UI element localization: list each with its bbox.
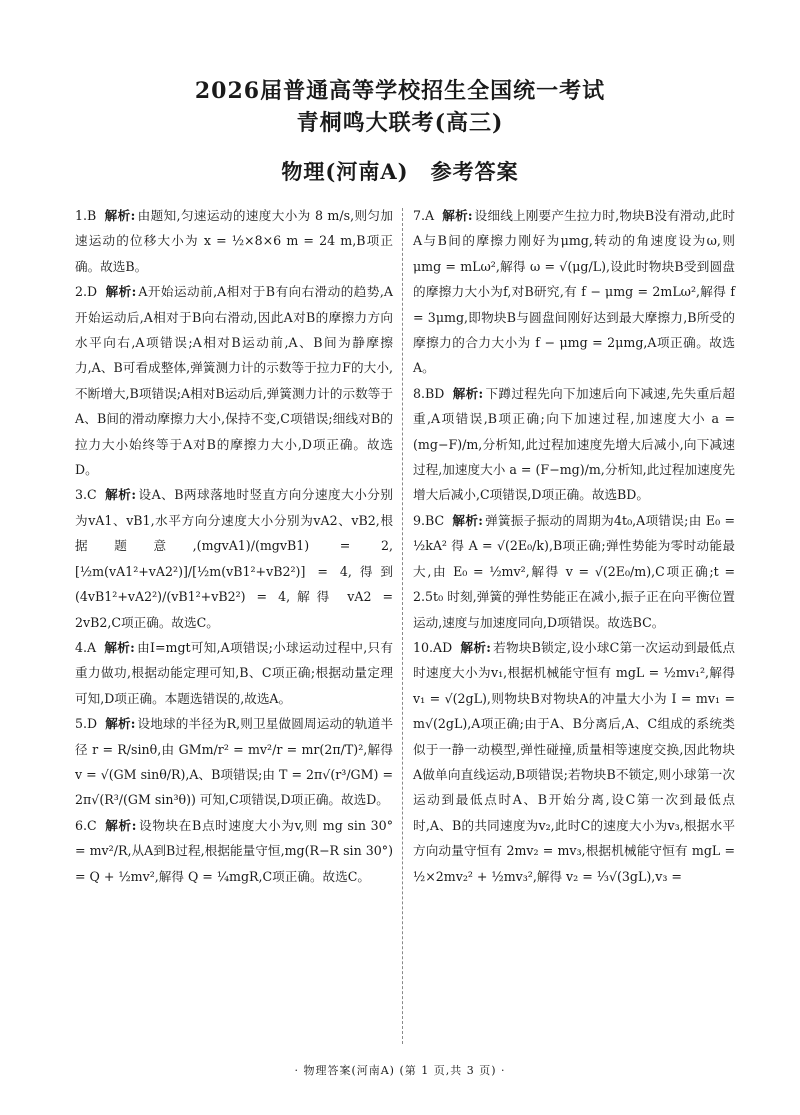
answer-item [413, 381, 735, 508]
answer-number: 1.B [75, 208, 97, 223]
answer-number: 4.A [75, 639, 97, 655]
answer-number: 6.C [75, 817, 97, 833]
answer-text: A开始运动前,A相对于B有向右滑动的趋势,A开始运动后,A相对于B向右滑动,因此A对B的摩擦力方向水平向右,A项错误;A相对B运动前,A、B间为静摩擦力,A、B可看成整体,弹簧测力计的示数等于拉力F的大小,不断增大,B项错误;A相对B运动后,弹簧测力计的示数等于A、B间的滑动摩擦力大小,保持不变,C项错误;细线对B的拉力大小始终等于A对B的摩擦力大小,D项正确。故选D。 [75, 284, 393, 478]
answer-text: 设物块在B点时速度大小为v,则 mg sin 30° = mv²/R,从A到B过程,根据能量守恒,mg(R−R sin 30°) = Q + ½mv²,解得 Q = ¼mgR,C项正确。故选C。 [75, 817, 393, 884]
right-column [413, 203, 735, 889]
answer-number: 9.BC [413, 512, 445, 528]
subject-name: 物理(河南A) [281, 159, 409, 184]
answer-number: 8.BD [413, 385, 445, 401]
analysis-label: 解析: [104, 639, 135, 655]
answer-item [75, 482, 393, 634]
exam-subtitle: 青桐鸣大联考(高三) [296, 110, 504, 136]
answer-item [413, 635, 735, 889]
answer-text: 若物块B锁定,设小球C第一次运动到最低点时速度大小为v₁,根据机械能守恒有 mgL = ½mv₁²,解得 v₁ = √(2gL),则物块B对物块A的冲量大小为 I = mv₁ = m√(2gL),A项正确;由于A、B分离后,A、C组成的系统类似于一静一动模型,弹性碰撞,质量相等速度交换,因此物块A做单向直线运动,B项错误;若物块B不锁定,则小球第一次运动到最低点时A、B开始分离,设C第一次到最低点时,A、B的共同速度为v₂,此时C的速度大小为v₃,根据水平方向动量守恒有 2mv₂ = mv₃,根据机械能守恒有 mgL = ½×2mv₂² + ½mv₃²,解得 v₂ = ⅓√(3gL),v₃ = [413, 639, 735, 884]
answer-number: 3.C [75, 487, 97, 503]
subject-heading [0, 158, 800, 186]
answer-text: 由题知,匀速运动的速度大小为 8 m/s,则匀加速运动的位移大小为 x = ½×8×6 m = 24 m,B项正确。故选B。 [75, 208, 393, 274]
answer-text: 设地球的半径为R,则卫星做圆周运动的轨道半径 r = R/sinθ,由 GMm/r² = mv²/r = mr(2π/T)²,解得 v = √(GM sinθ/R),A、B项错误;由 T = 2π√(r³/GM) = 2π√(R³/(GM sin³θ)) 可知,C项错误,D项正确。故选D。 [75, 716, 393, 808]
analysis-label: 解析: [460, 639, 491, 655]
answer-text: 设细线上刚要产生拉力时,物块B没有滑动,此时A与B间的摩擦力刚好为μmg,转动的角速度设为ω,则 μmg = mLω²,解得 ω = √(μg/L),设此时物块B受到圆盘的摩擦力大小为f,对B研究,有 f − μmg = 2mLω²,解得 f = 3μmg,即物块B与圆盘间刚好达到最大摩擦力,B所受的摩擦力的合力大小为 f − μmg = 2μmg,A项正确。故选A。 [413, 208, 735, 376]
analysis-label: 解析: [105, 284, 137, 300]
answer-item [75, 711, 393, 813]
answer-number: 10.AD [413, 639, 453, 655]
analysis-label: 解析: [105, 716, 136, 732]
exam-title: 2026届普通高等学校招生全国统一考试 [194, 78, 606, 104]
answer-item [75, 279, 393, 482]
analysis-label: 解析: [104, 817, 137, 833]
answer-item [75, 813, 393, 889]
analysis-label: 解析: [104, 208, 136, 223]
answer-text: 下蹲过程先向下加速后向下减速,先失重后超重,A项错误,B项正确;向下加速过程,加速度大小 a = (mg−F)/m,分析知,此过程加速度先增大后减小,向下减速过程,加速度大小 a = (F−mg)/m,分析知,此过程加速度先增大后减小,C项错误,D项正确。故选BD。 [413, 385, 735, 503]
title-block [0, 76, 800, 186]
left-column [75, 203, 393, 889]
answer-item [75, 203, 393, 279]
analysis-label: 解析: [104, 487, 136, 503]
analysis-label: 解析: [452, 512, 483, 528]
answer-number: 7.A [413, 208, 435, 223]
answer-number: 2.D [75, 284, 98, 300]
answer-item [75, 635, 393, 711]
answer-text: 弹簧振子振动的周期为4t₀,A项错误;由 E₀ = ½kA² 得 A = √(2E₀/k),B项正确;弹性势能为零时动能最大,由 E₀ = ½mv²,解得 v = √(2E₀/m),C项正确;t = 2.5t₀ 时刻,弹簧的弹性势能正在减小,振子正在向平衡位置运动,速度与加速度同向,D项错误。故选BC。 [413, 512, 735, 630]
page-footer: · 物理答案(河南A) (第 1 页,共 3 页) · [294, 1064, 506, 1077]
doc-type: 参考答案 [430, 159, 519, 184]
analysis-label: 解析: [442, 208, 473, 223]
answer-text: 由I=mgt可知,A项错误;小球运动过程中,只有重力做功,根据动能定理可知,B、C项正确;根据动量定理可知,D项正确。本题选错误的,故选A。 [75, 639, 393, 706]
answer-text: 设A、B两球落地时竖直方向分速度大小分别为vA1、vB1,水平方向分速度大小分别为vA2、vB2,根据题意,(mgvA1)/(mgvB1) = 2,[½m(vA1²+vA2²)]/[½m(vB1²+vB2²)] = 4,得到(4vB1²+vA2²)/(vB1²+vB2²) = 4,解得 vA2 = 2vB2,C项正确。故选C。 [75, 487, 393, 630]
column-divider [402, 208, 403, 1044]
answer-item [413, 203, 735, 381]
analysis-label: 解析: [452, 385, 484, 401]
answer-item [413, 508, 735, 635]
answer-number: 5.D [75, 716, 98, 732]
